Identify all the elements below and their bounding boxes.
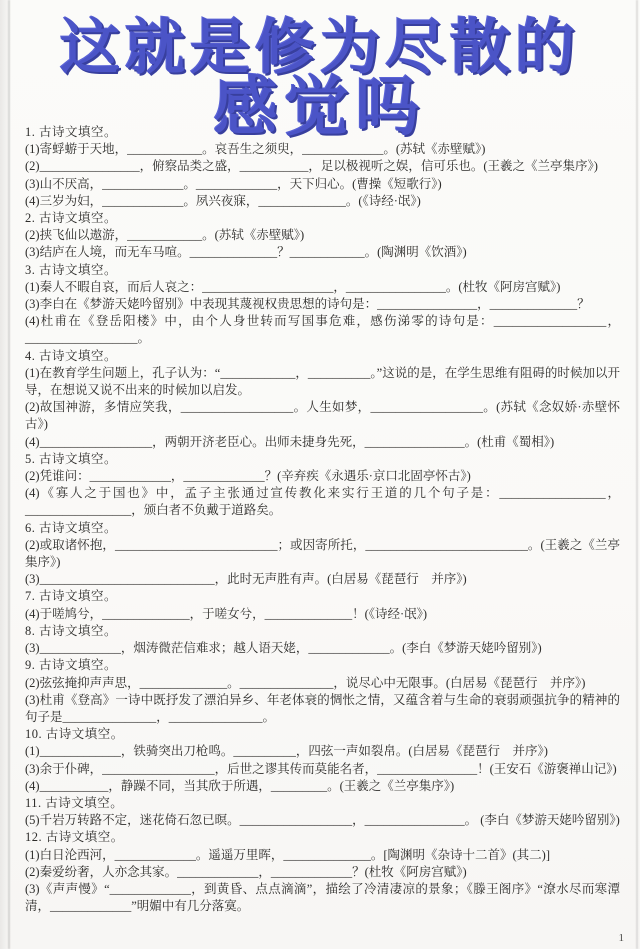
question-item: (2)挟飞仙以遨游，____________。(苏轼《赤壁赋》): [25, 228, 305, 243]
question-heading: 12. 古诗文填空。: [25, 830, 124, 845]
question-item: (4)于嗟鸠兮，______________，于嗟女兮，______________！(《诗经·氓》): [25, 606, 428, 621]
question-item: (3)李白在《梦游天姥吟留别》中表现其蔑视权贵思想的诗句是：________________，______________？: [25, 297, 590, 312]
question-item: (2)秦爱纷奢，人亦念其家。_____________，_____________？(杜牧《阿房宫赋》): [25, 864, 467, 879]
question-item: (3)余于仆碑，__________________，后世之谬其传而莫能名者，________________！(王安石《游褒禅山记》): [25, 761, 617, 776]
question-block: [25, 829, 620, 915]
question-item: (4)__________________，两朝开济老臣心。出师未捷身先死，________________。(杜甫《蜀相》): [25, 434, 555, 449]
question-item: (1)_____________，铁骑突出刀枪鸣。__________，四弦一声如裂帛。(白居易《琵琶行 并序》): [25, 744, 548, 759]
question-block: [25, 262, 620, 348]
question-block: [25, 657, 620, 726]
question-item: (3)____________________________，此时无声胜有声。(白居易《琵琶行 并序》): [25, 572, 467, 587]
page-left-edge-line: [8, 0, 10, 949]
question-item: (1)白日沦西河，_____________。遥遥万里晖，______________。[陶渊明《杂诗十二首》(其二)]: [25, 847, 550, 862]
question-block: [25, 124, 620, 210]
question-item: (1)秦人不暇自哀，而后人哀之：_____________________，________________。(杜牧《阿房宫赋》): [25, 279, 561, 294]
meme-caption: [0, 13, 640, 145]
question-item: (1)在教育学生问题上，孔子认为：“____________，__________。”这说的是，在学生思维有阻碍的时候加以开导，在想说又说不出来的时候加以启发。: [25, 365, 620, 398]
question-item: (4)杜甫在《登岳阳楼》中，由个人身世转而写国事危难，感伤涕零的诗句是：__________________，__________________。: [25, 314, 620, 346]
question-block: [25, 451, 620, 520]
question-item: (2)或取诸怀抱，__________________________；或因寄所托，__________________________。(王羲之《兰亭集序》): [25, 537, 620, 570]
question-heading: 4. 古诗文填空。: [25, 348, 118, 363]
question-block: [25, 348, 620, 451]
question-heading: 8. 古诗文填空。: [25, 623, 118, 638]
question-item: (5)千岩万转路不定，迷花倚石忽已暝。__________________，________________。 (李白《梦游天姥吟留别》): [25, 813, 620, 828]
question-item: (4)《寡人之于国也》中，孟子主张通过宣传教化来实行王道的几个句子是：_________________，_________________，颁白者不负戴于道路矣。: [25, 486, 620, 518]
question-item: (2)凭谁问：_____________，_____________？(辛弃疾《永遇乐·京口北固亭怀古》): [25, 469, 471, 484]
question-heading: 3. 古诗文填空。: [25, 262, 118, 277]
question-item: (3)杜甫《登高》一诗中既抒发了漂泊异乡、年老体衰的惆怅之情，又蕴含着与生命的衰弱顽强抗争的精神的句子是_______________，_______________。: [25, 692, 620, 724]
question-item: (1)寄蜉蝣于天地，____________。哀吾生之须臾，_____________。(苏轼《赤壁赋》): [25, 142, 486, 157]
question-block: [25, 623, 620, 657]
question-heading: 9. 古诗文填空。: [25, 658, 118, 673]
question-item: (3)结庐在人境，而无车马喧。______________？____________。(陶渊明《饮酒》): [25, 245, 467, 260]
page-number: 1: [618, 932, 624, 944]
question-heading: 11. 古诗文填空。: [25, 795, 124, 810]
question-heading: 1. 古诗文填空。: [25, 125, 118, 139]
question-item: (2)________________，俯察品类之盛，___________，足以极视听之娱，信可乐也。(王羲之《兰亭集序》): [25, 159, 598, 174]
worksheet-body: [25, 124, 620, 915]
question-block: [25, 795, 620, 829]
question-item: (3)_____________，烟涛微茫信难求；越人语天姥，_____________。(李白《梦游天姥吟留别》): [25, 641, 542, 656]
question-heading: 7. 古诗文填空。: [25, 589, 118, 604]
question-item: (2)弦弦掩抑声声思，______________。_______________，说尽心中无限事。(白居易《琵琶行 并序》): [25, 675, 586, 690]
question-heading: 5. 古诗文填空。: [25, 451, 118, 466]
question-block: [25, 726, 620, 795]
question-item: (4)三岁为妇，_____________。夙兴夜寐，______________。(《诗经·氓》): [25, 193, 421, 208]
question-block: [25, 520, 620, 589]
question-item: (4)___________，静躁不同，当其欣于所遇，_________。(王羲之《兰亭集序》): [25, 778, 455, 793]
question-item: (3)《声声慢》“_____________，到黄昏、点点滴滴”，描绘了冷清凄凉的景象；《滕王阁序》“潦水尽而寒潭清，_____________”明媚中有几分落寞。: [25, 881, 620, 914]
meme-caption-line1: 这就是修为尽散的: [60, 13, 580, 83]
question-heading: 2. 古诗文填空。: [25, 211, 118, 226]
question-heading: 6. 古诗文填空。: [25, 520, 118, 535]
page-left-shade: [0, 0, 8, 949]
question-block: [25, 588, 620, 622]
question-block: [25, 210, 620, 262]
page-right-edge-line: [636, 0, 638, 949]
meme-caption-line2: 感觉吗: [213, 71, 427, 145]
question-item: (2)故国神游，多情应笑我，__________________。人生如梦，__________________。(苏轼《念奴娇·赤壁怀古》): [25, 400, 620, 432]
question-heading: 10. 古诗文填空。: [25, 727, 124, 742]
question-item: (3)山不厌高，_____________。_____________，天下归心。(曹操《短歌行》): [25, 176, 442, 191]
